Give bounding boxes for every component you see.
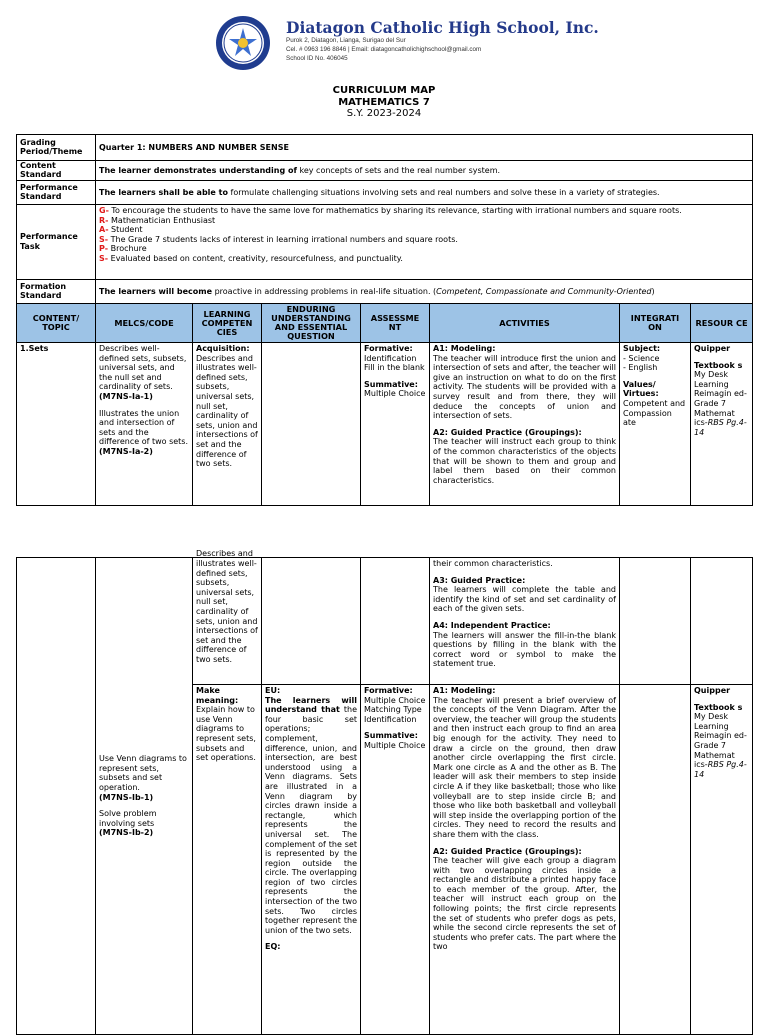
school-name: Diatagon Catholic High School, Inc. [286, 18, 599, 37]
integration-cell [620, 685, 691, 1035]
content-standard-value: The learner demonstrates understanding of key concepts of sets and the real number system. [96, 161, 753, 181]
col-header-competencies: LEARNING COMPETEN CIES [193, 304, 262, 343]
curriculum-table-page2 [16, 549, 753, 1035]
competencies-cell-cont: Describes and illustrates well-defined sets, subsets, universal sets, null set, cardinality of sets, union and intersections of set and the difference of two sets. [193, 558, 262, 685]
school-address: Purok 2, Diatagon, Lianga, Surigao del Sur [286, 37, 406, 44]
assessment-cell-cont [361, 558, 430, 685]
school-seal-logo [215, 15, 271, 71]
resource-cell: Quipper Textbook s My Desk Learning Reimagin ed- Grade 7 Mathemat ics-RBS Pg.4-14 [691, 343, 753, 506]
doc-year: S.Y. 2023-2024 [346, 108, 422, 119]
melcs-cell: Use Venn diagrams to represent sets, subsets and set operation. (M7NS-Ib-1) Solve problem involving sets (M7NS-Ib-2) [96, 558, 193, 1035]
grasps-p: P- Brochure [99, 244, 147, 254]
activities-cell: A1: Modeling: The teacher will introduce first the union and intersection of sets and after, the teacher will give an instruction on what to do on the first activity. The students will be provided with a survey result and from there, they will deduce the concepts of union and intersection of sets. A2: Guided Practice (Groupings): The teacher will instruct each group to think of the common characteristics of the objects that will be shown to them and group and label them based on their common characteristics. [430, 343, 620, 506]
formation-standard-label: Formation Standard [17, 280, 96, 304]
performance-task-value [96, 205, 753, 280]
activities-cell-cont: their common characteristics. A3: Guided Practice: The learners will complete the table and identify the kind of set and set cardinality of each of the given sets. A4: Independent Practice: The learners will answer the fill-in-the blank questions by filling in the blank with the correct word or symbol to make the statement true. [430, 558, 620, 685]
integration-cell-cont [620, 558, 691, 685]
school-id: School ID No. 406045 [286, 54, 348, 62]
enduring-cell [262, 343, 361, 506]
topic-cell-cont [17, 558, 96, 1035]
col-header-activities: ACTIVITIES [430, 304, 620, 343]
grasps-g: G- To encourage the students to have the same love for mathematics by sharing its relevance, starting with irrational numbers and square roots. [99, 206, 682, 215]
resource-cell-cont [691, 558, 753, 685]
melcs-cell: Describes well-defined sets, subsets, universal sets, and the null set and cardinality of sets. (M7NS-Ia-1) Illustrates the union and intersection of sets and the difference of two sets. (M7NS-Ia-2) [96, 343, 193, 506]
doc-subject: MATHEMATICS 7 [338, 96, 430, 108]
enduring-cell: EU: The learners will understand that the four basic set operations; complement, difference, union, and intersection, are best understood using a Venn diagrams. Sets are illustrated in a Venn diagram by circles drawn inside a rectangle, which represents the universal set. The complement of the set is represented by the region outside the circle. The overlapping region of two circles represents the intersection of the two sets. Two circles together represent the union of the two sets. EQ: [262, 685, 361, 1035]
formation-standard-value: The learners will become proactive in addressing problems in real-life situation. (Competent, Compassionate and Community-Oriented) [96, 280, 753, 304]
integration-cell: Subject: - Science - English Values/ Virtues: Competent and Compassion ate [620, 343, 691, 506]
col-header-enduring: ENDURING UNDERSTANDING AND ESSENTIAL QUESTION [262, 304, 361, 343]
grasps-r: R- Mathematician Enthusiast [99, 215, 216, 225]
content-standard-label: Content Standard [17, 161, 96, 181]
performance-standard-value: The learners shall be able to formulate challenging situations involving sets and real numbers and solve these in a variety of strategies. [96, 181, 753, 205]
assessment-cell: Formative: Multiple Choice Matching Type Identification Summative: Multiple Choice [361, 685, 430, 1035]
table-row [17, 343, 753, 506]
col-header-assessment: ASSESSME NT [361, 304, 430, 343]
col-header-resource: RESOUR CE [691, 304, 753, 343]
school-info [286, 18, 599, 63]
assessment-cell: Formative: Identification Fill in the blank Summative: Multiple Choice [361, 343, 430, 506]
activities-cell: A1: Modeling: The teacher will present a brief overview of the concepts of the Venn Diagram. After the overview, the teacher will group the students and then instruct each group to find an area big enough for the activity. They need to draw a circle on the ground, then draw another circle overlapping the first circle. Mark one circle as A and the other as B. The leader will ask their members to step inside circle A if they like basketball; those who like volleyball are to step inside circle B; and those who like both basketball and volleyball will step inside the overlapping portion of the circles. They need to record the results and share them with the class. A2: Guided Practice (Groupings): The teacher will give each group a diagram with two overlapping circles inside a rectangle and distribute a printed happy face to each member of the group. After, the teacher will instruct each group on the following points; the first circle represents the set of students who prefer dogs as pets, while the second circle represents the set of students who prefer cats. The part where the two [430, 685, 620, 1035]
enduring-cell-cont [262, 558, 361, 685]
column-header-row [17, 304, 753, 343]
grading-period-value: Quarter 1: NUMBERS AND NUMBER SENSE [96, 135, 753, 161]
grasps-s2: S- Evaluated based on content, creativity, resourcefulness, and punctuality. [99, 253, 403, 263]
grasps-s: S- The Grade 7 students lacks of interest in learning irrational numbers and square roots. [99, 234, 458, 244]
resource-cell: Quipper Textbook s My Desk Learning Reimagin ed- Grade 7 Mathemat ics-RBS Pg.4-14 [691, 685, 753, 1035]
col-header-integration: INTEGRATI ON [620, 304, 691, 343]
competencies-cell: Acquisition: Describes and illustrates well-defined sets, subsets, universal sets, null set, cardinality of sets, union and intersections of set and the difference of two sets. [193, 343, 262, 506]
col-header-topic: CONTENT/ TOPIC [17, 304, 96, 343]
topic-cell: 1.Sets [17, 343, 96, 506]
competencies-cell: Make meaning: Explain how to use Venn diagrams to represent sets, subsets and set operations. [193, 685, 262, 1035]
curriculum-table-page1 [16, 134, 753, 506]
school-contact: Cel. # 0963 196 8846 | Email: diatagoncatholichighschool@gmail.com [286, 45, 482, 53]
col-header-melcs: MELCS/CODE [96, 304, 193, 343]
performance-task-label: Performance Task [17, 205, 96, 280]
table-row [17, 558, 753, 685]
document-titles [0, 85, 768, 120]
grading-period-label: Grading Period/Theme [17, 135, 96, 161]
doc-title: CURRICULUM MAP [332, 85, 436, 96]
grasps-a: A- Student [99, 225, 143, 235]
performance-standard-label: Performance Standard [17, 181, 96, 205]
activity-a2-tail: their common characteristics. [433, 559, 553, 568]
